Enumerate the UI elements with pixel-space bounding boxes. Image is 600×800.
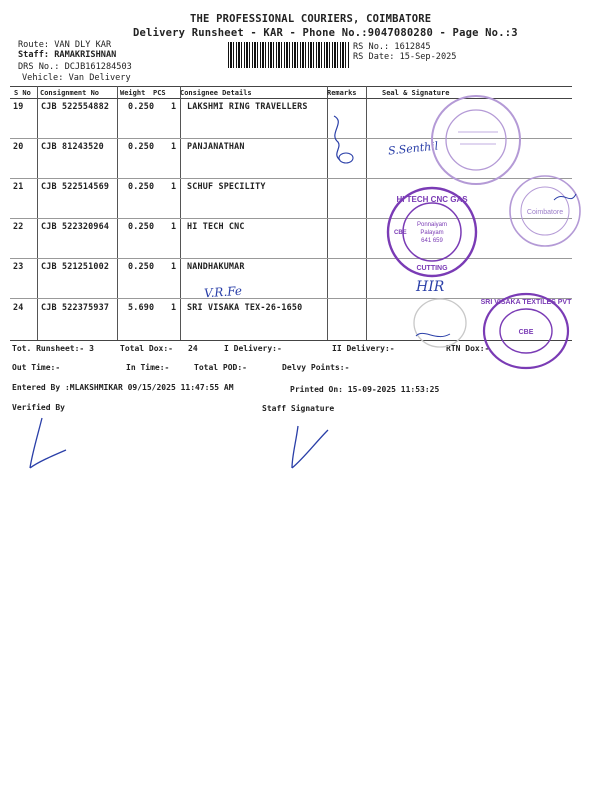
col-header-consignment: Consignment No [40,89,100,97]
col-header-weight: Weight [120,89,146,97]
company-title: THE PROFESSIONAL COURIERS, COIMBATORE [190,13,432,25]
hitech-inner-1: Ponnaiyam [416,222,448,228]
table-top-rule [10,86,572,87]
row-consignment: CJB 522375937 [41,302,110,312]
col-header-consignee: Consignee Details [180,89,252,97]
coimbatore-seal-stamp [506,172,584,250]
row-sno: 19 [13,101,24,111]
visaka-stamp-center: CBE [518,329,534,336]
runsheet-subtitle: Delivery Runsheet - KAR - Phone No.:9047080280 - Page No.:3 [133,27,518,39]
row-pcs: 1 [171,302,177,312]
delvy-points: Delvy Points:- [282,363,350,372]
total-dox-label: Total Dox:- [120,344,173,353]
visaka-seal-stamp [480,290,572,372]
visaka-stamp-text: SRI VISAKA TEXTILES PVT [480,299,572,306]
hitech-seal-stamp [384,184,480,280]
staff-signature-label: Staff Signature [262,404,335,413]
total-pod: Total POD:- [194,363,247,372]
row-pcs: 1 [171,221,177,231]
row-sno: 22 [13,221,24,231]
row-consignment: CJB 522554882 [41,101,110,111]
col-header-sno: S No [14,89,31,97]
row-rule [10,218,572,219]
row-consignee: SRI VISAKA TEX-26-1650 [187,302,303,312]
total-dox-value: 24 [188,344,198,353]
rs-date: RS Date: 15-Sep-2025 [353,52,457,62]
row-rule [10,258,572,259]
row-consignee: LAKSHMI RING TRAVELLERS [187,101,308,111]
col-header-pcs: PCS [153,89,166,97]
hitech-stamp-text: HI TECH CNC GAS [396,195,468,204]
col-header-seal: Seal & Signature [382,89,450,97]
row-pcs: 1 [171,181,177,191]
row-consignee: PANJANATHAN [187,141,245,151]
row-pcs: 1 [171,261,177,271]
vehicle-label: Vehicle: Van Delivery [22,73,131,83]
staff-label: Staff: RAMAKRISHNAN [18,50,117,60]
row-consignment: CJB 81243520 [41,141,104,151]
verified-by-signature [22,414,72,474]
col-header-remarks: Remarks [327,89,357,97]
table-row [10,221,572,261]
row-weight: 0.250 [128,101,155,111]
row23-handwritten-sign: V.R.Fe [203,283,243,301]
row-sno: 20 [13,141,24,151]
row-weight: 5.690 [128,302,155,312]
drs-number: DRS No.: DCJB161284503 [18,62,132,72]
printed-on: Printed On: 15-09-2025 11:53:25 [290,385,440,394]
in-time: In Time:- [126,363,170,372]
i-delivery: I Delivery:- [224,344,282,353]
row23-hir-mark: HIR [416,279,445,295]
row-sno: 21 [13,181,24,191]
entered-by: Entered By :MLAKSHMIKAR 09/15/2025 11:47:55 AM [12,383,234,392]
row-consignment: CJB 521251002 [41,261,110,271]
row-pcs: 1 [171,101,177,111]
row-consignment: CJB 522514569 [41,181,110,191]
barcode [228,42,350,68]
rs-number: RS No.: 1612845 [353,42,431,52]
out-time: Out Time:- [12,363,61,372]
row-weight: 0.250 [128,181,155,191]
faded-seal-stamp [410,296,470,350]
route-label: Route: VAN DLY KAR [18,40,112,50]
row-weight: 0.250 [128,221,155,231]
row-sno: 23 [13,261,24,271]
remark-scribble [326,112,366,170]
staff-signature [284,422,334,474]
hitech-inner-2: Palayam [420,230,444,236]
row-consignee: SCHUF SPECILITY [187,181,266,191]
row-sno: 24 [13,302,24,312]
row-weight: 0.250 [128,141,155,151]
hitech-stamp-city: CBE [394,230,407,236]
rtn-dox: RTN Dox:- [446,344,490,353]
row20-handwritten-sign: S.Senthil [387,139,439,158]
row-weight: 0.250 [128,261,155,271]
row-pcs: 1 [171,141,177,151]
hitech-inner-3: 641 659 [421,238,443,244]
ii-delivery: II Delivery:- [332,344,395,353]
row-consignee: HI TECH CNC [187,221,245,231]
coimbatore-text: Coimbatore [526,209,564,216]
hitech-stamp-text-2: CUTTING [416,265,448,272]
row-consignment: CJB 522320964 [41,221,110,231]
row-consignee: NANDHAKUMAR [187,261,245,271]
total-runsheet: Tot. Runsheet:- 3 [12,344,94,353]
verified-by-label: Verified By [12,403,65,412]
